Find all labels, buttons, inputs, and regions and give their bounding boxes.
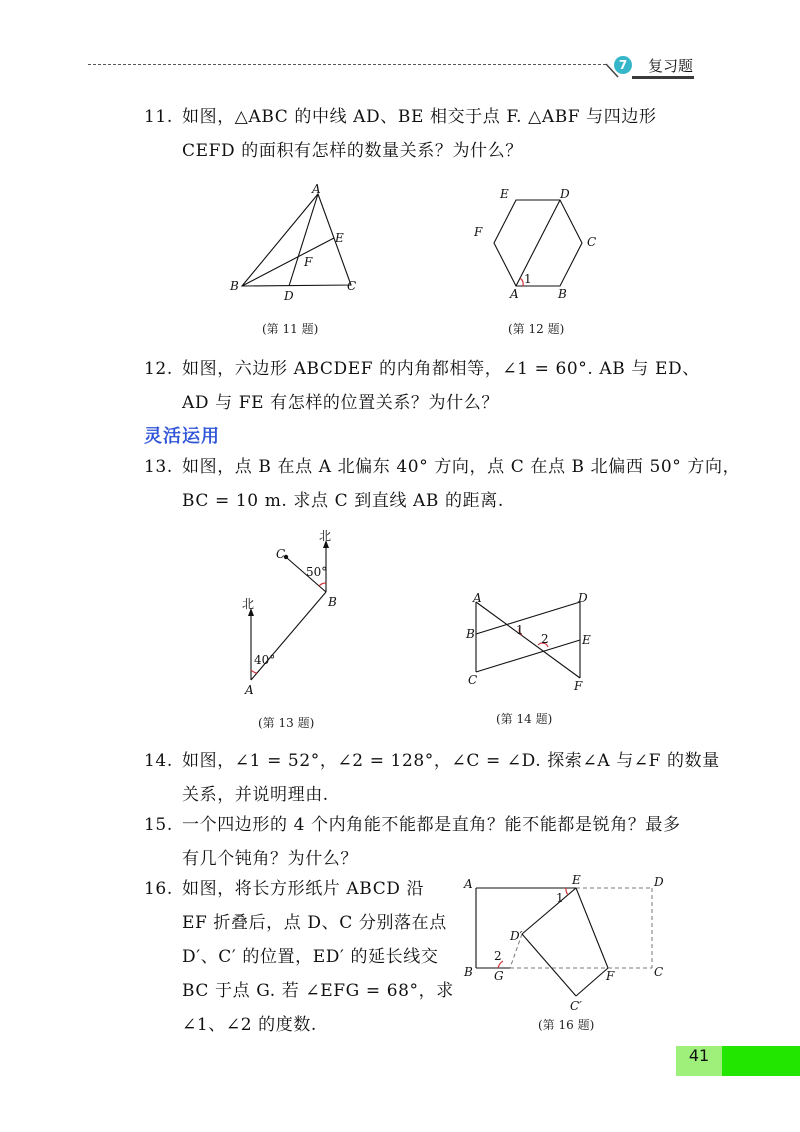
chapter-title: 复习题 <box>648 57 694 75</box>
chapter-badge: 7 <box>614 56 632 74</box>
fig16-label-angle2: 2 <box>494 949 502 963</box>
problem-text-cont: BC 于点 G. 若 ∠EFG = 68°，求 <box>182 981 454 1001</box>
fig14-label-B: B <box>466 627 475 641</box>
page-number: 41 <box>688 1046 710 1065</box>
fig14-label-angle1: 1 <box>516 623 524 637</box>
fig12-label-E: E <box>500 187 509 201</box>
fig12-label-F: F <box>474 225 483 239</box>
problem-text-cont: EF 折叠后，点 D、C 分别落在点 <box>182 913 447 933</box>
fig13-label-north2: 北 <box>319 529 332 543</box>
problem-text: 如图，点 B 在点 A 北偏东 40° 方向，点 C 在点 B 北偏西 50° 方向， <box>182 457 741 477</box>
problem-14 <box>144 744 720 812</box>
fig14-label-angle2: 2 <box>541 632 549 646</box>
fig16-label-E: E <box>572 873 581 887</box>
fig14-label-F: F <box>574 679 583 693</box>
figure-14-caption: (第 14 题) <box>496 712 553 726</box>
fig12-label-C: C <box>587 235 597 249</box>
fig11-label-F: F <box>304 255 313 269</box>
page-number-bar <box>722 1046 800 1076</box>
problem-12 <box>144 352 700 420</box>
fig11-label-D: D <box>284 289 294 303</box>
fig13-label-north1: 北 <box>242 597 255 611</box>
problem-text: 如图，△ABC 的中线 AD、BE 相交于点 F. △ABF 与四边形 <box>182 107 657 127</box>
problem-text-cont: ∠1、∠2 的度数. <box>182 1015 317 1035</box>
fig13-label-angle50: 50° <box>306 565 328 579</box>
fig11-label-C: C <box>347 279 357 293</box>
figure-11 <box>226 180 366 303</box>
problem-text: 如图，将长方形纸片 ABCD 沿 <box>182 879 425 899</box>
figure-16 <box>462 872 682 1022</box>
fig14-label-E: E <box>582 633 591 647</box>
fig11-label-E: E <box>335 231 344 245</box>
figure-13-caption: (第 13 题) <box>258 716 315 730</box>
problem-number: 16. <box>144 879 173 899</box>
problem-16 <box>144 872 454 1042</box>
problem-text-cont: AD 与 FE 有怎样的位置关系？为什么？ <box>182 393 499 413</box>
problem-number: 13. <box>144 457 173 477</box>
fig16-label-C: C <box>654 965 664 979</box>
fig16-label-A: A <box>464 877 473 891</box>
fig12-label-A: A <box>510 287 519 301</box>
problem-text-cont: CEFD 的面积有怎样的数量关系？为什么？ <box>182 141 523 161</box>
fig16-label-B: B <box>464 965 473 979</box>
fig13-label-C: C <box>276 547 286 561</box>
problem-text-cont: 有几个钝角？为什么？ <box>182 849 358 869</box>
fig16-label-Cp: C′ <box>570 999 582 1013</box>
figure-12 <box>470 186 610 306</box>
fig16-label-Dp: D′ <box>510 929 523 943</box>
problem-text-cont: BC = 10 m. 求点 C 到直线 AB 的距离. <box>182 491 504 511</box>
figure-14 <box>464 590 604 700</box>
section-title: 灵活运用 <box>144 426 220 447</box>
figure-13 <box>240 528 350 698</box>
fig13-label-B: B <box>328 595 337 609</box>
fig14-label-C: C <box>468 673 478 687</box>
fig12-label-B: B <box>558 287 567 301</box>
problem-text: 如图，六边形 ABCDEF 的内角都相等，∠1 = 60°. AB 与 ED、 <box>182 359 700 379</box>
fig12-label-angle1: 1 <box>524 272 532 286</box>
fig13-label-A: A <box>245 683 254 697</box>
fig12-label-D: D <box>560 187 570 201</box>
figure-12-caption: (第 12 题) <box>508 322 565 336</box>
problem-text: 一个四边形的 4 个内角能不能都是直角？能不能都是锐角？最多 <box>182 815 681 835</box>
fig14-label-A: A <box>473 591 482 605</box>
figure-11-caption: (第 11 题) <box>262 322 319 336</box>
fig11-label-A: A <box>312 182 321 196</box>
problem-15 <box>144 808 681 876</box>
fig16-label-G: G <box>494 969 504 983</box>
fig13-label-angle40: 40° <box>254 653 276 667</box>
fig11-label-B: B <box>230 279 239 293</box>
fig14-label-D: D <box>578 591 588 605</box>
header-underline <box>632 76 694 79</box>
problem-11 <box>144 100 657 168</box>
fig16-label-D: D <box>654 875 664 889</box>
problem-number: 12. <box>144 359 173 379</box>
problem-text: 如图，∠1 = 52°，∠2 = 128°，∠C = ∠D. 探索∠A 与∠F 的数量 <box>182 751 720 771</box>
figure-16-caption: (第 16 题) <box>538 1018 595 1032</box>
problem-text-cont: D′、C′ 的位置，ED′ 的延长线交 <box>182 947 439 967</box>
problem-number: 14. <box>144 751 173 771</box>
fig16-label-F: F <box>606 969 615 983</box>
problem-13 <box>144 450 740 518</box>
problem-number: 15. <box>144 815 173 835</box>
problem-text-cont: 关系，并说明理由. <box>182 785 329 805</box>
problem-number: 11. <box>144 107 173 127</box>
fig16-label-angle1: 1 <box>556 891 564 905</box>
